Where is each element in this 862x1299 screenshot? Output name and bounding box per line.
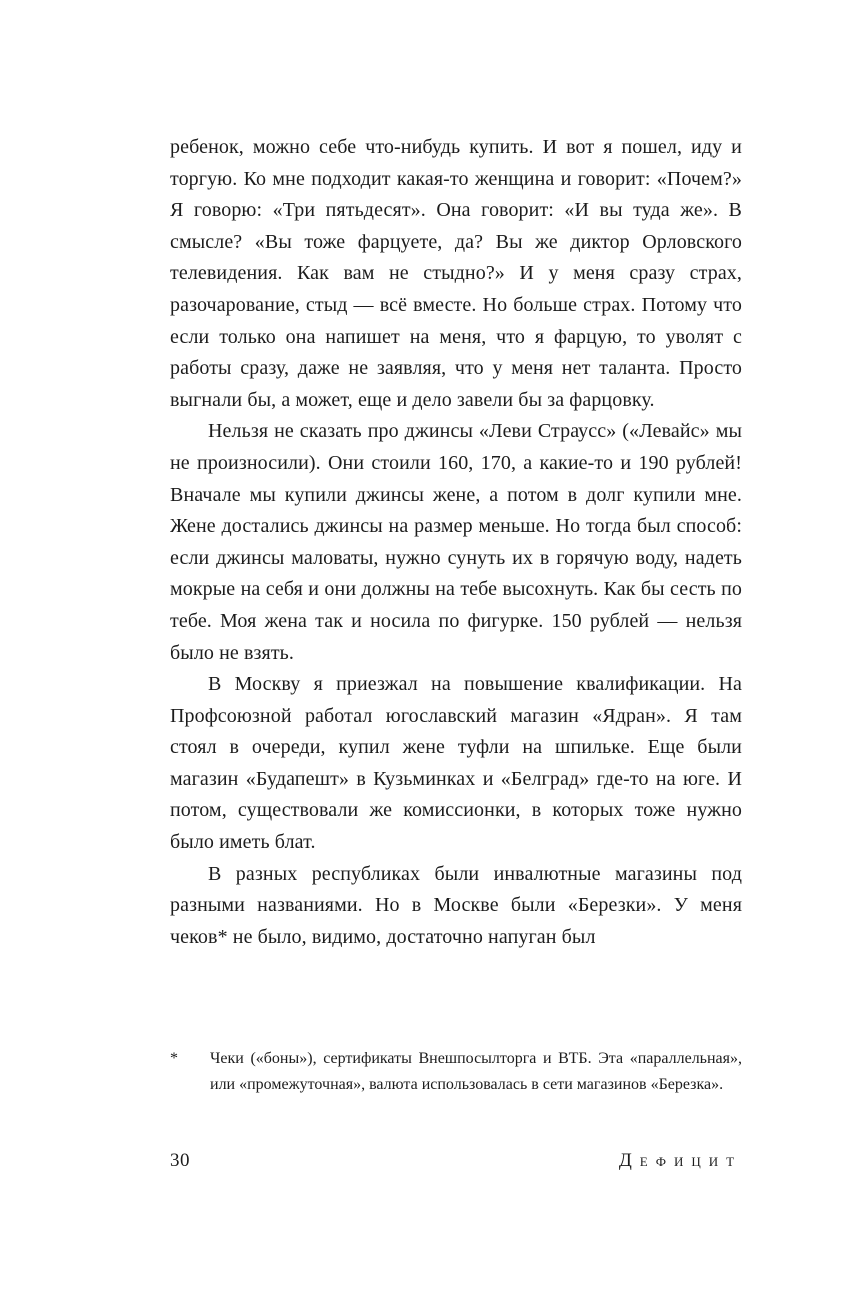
page-number: 30 [170, 1150, 190, 1171]
page-footer [170, 1150, 742, 1172]
paragraph: ребенок, можно себе что-нибудь купить. И вот я пошел, иду и торгую. Ко мне подходит какая-то женщина и говорит: «Почем?» Я говорю: «Три пятьдесят». Она говорит: «И вы туда же». В смысле? «Вы тоже фарцуете, да? Вы же диктор Орловского телевидения. Как вам не стыдно?» И у меня сразу страх, разочарование, стыд — всё вместе. Но больше страх. Потому что если только она напишет на меня, что я фарцую, то уволят с работы сразу, даже не заявляя, что у меня нет таланта. Просто выгнали бы, а может, еще и дело завели бы за фарцовку. [170, 136, 742, 411]
paragraph: Нельзя не сказать про джинсы «Леви Страусс» («Левайс» мы не произносили). Они стоили 160, 170, а какие-то и 190 рублей! Вначале мы купили джинсы жене, а потом в долг купили мне. Жене достались джинсы на размер меньше. Но тогда был способ: если джинсы маловаты, нужно сунуть их в горячую воду, надеть мокрые на себя и они должны на тебе высохнуть. Как бы сесть по тебе. Моя жена так и носила по фигурке. 150 рублей — нельзя было не взять. [170, 420, 742, 664]
running-title: Дефицит [618, 1150, 742, 1171]
paragraph: В Москву я приезжал на повышение квалификации. На Профсоюзной работал югославский магазин «Ядран». Я там стоял в очереди, купил жене туфли на шпильке. Еще были магазин «Будапешт» в Кузьминках и «Белград» где-то на юге. И потом, существовали же комиссионки, в которых тоже нужно было иметь блат. [170, 673, 742, 854]
footnote-marker: * [170, 1050, 178, 1067]
footnote-text: Чеки («боны»), сертификаты Внешпосылторга и ВТБ. Эта «параллельная», или «промежуточная», валюта использовалась в сети магазинов «Березка». [210, 1050, 742, 1093]
body-text [170, 132, 742, 953]
paragraph: В разных республиках были инвалютные магазины под разными названиями. Но в Москве были «Березки». У меня чеков* не было, видимо, достаточно напуган был [170, 862, 742, 948]
footnote [170, 1046, 742, 1097]
